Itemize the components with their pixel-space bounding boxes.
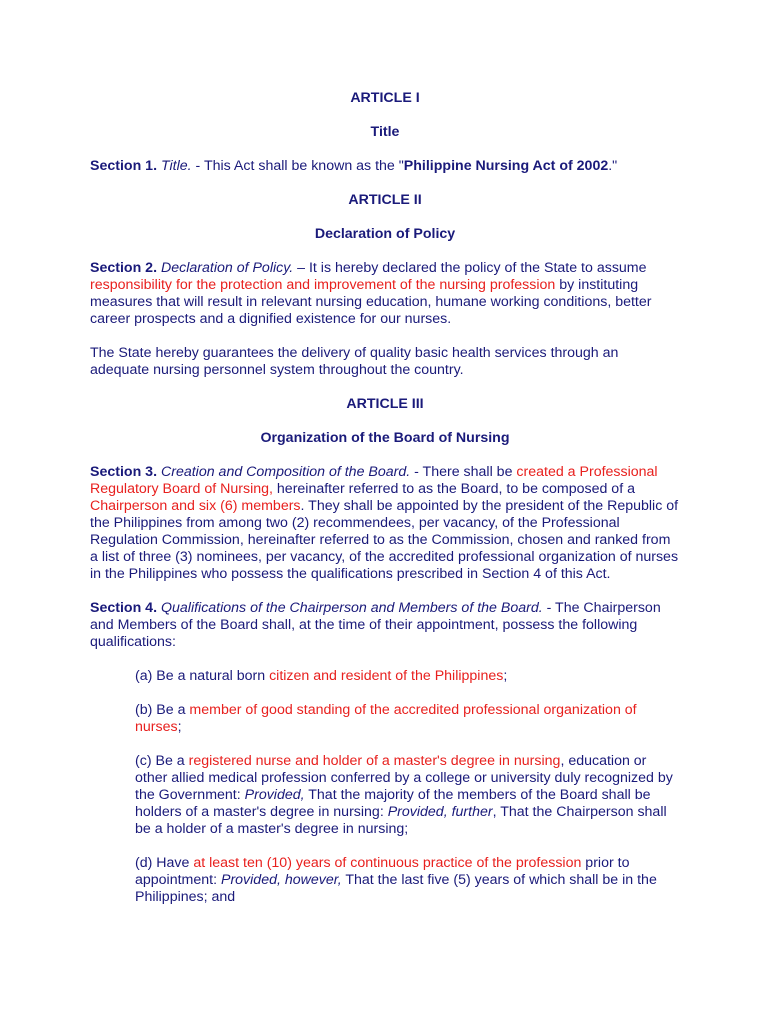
section-1-text-b: ." (608, 158, 618, 174)
section-3-text-a: - There shall be (410, 464, 517, 480)
section-4-title: Qualifications of the Chairperson and Members of the Board. (160, 600, 543, 616)
item-a-highlight: citizen and resident of the Philippines (269, 668, 504, 684)
section-2-text-a: – It is hereby declared the policy of the State to assume (293, 260, 647, 276)
section-3-highlight-b: Chairperson and six (6) members (90, 498, 301, 514)
item-b-text-a: (b) Be a (135, 702, 190, 718)
section-1-paragraph (90, 158, 680, 175)
item-b-highlight: member of good standing of the accredited professional organization of nurses (135, 702, 637, 735)
section-1-text-a: - This Act shall be known as the " (191, 158, 404, 174)
section-1-title: Title. (160, 158, 192, 174)
item-c-text-c: That the majority of the members of the Board shall be holders of a master's degree in nursing: (135, 787, 651, 820)
item-c-italic-a: Provided, (244, 787, 305, 803)
item-c-highlight: registered nurse and holder of a master's degree in nursing (188, 753, 561, 769)
state-guarantee-paragraph: The State hereby guarantees the delivery of quality basic health services through an adequate nursing personnel system throughout the country. (90, 345, 619, 378)
article-2-subheading: Declaration of Policy (314, 226, 456, 242)
section-3-highlight-a: created a Professional Regulatory Board of Nursing, (90, 464, 658, 497)
section-1-label: Section 1. (90, 158, 158, 174)
section-2-title: Declaration of Policy. (160, 260, 294, 276)
section-3-paragraph (90, 464, 680, 583)
item-c-italic-b: Provided, further (387, 804, 493, 820)
item-a-paragraph (135, 668, 680, 685)
section-3-text-b: hereinafter referred to as the Board, to be composed of a (272, 481, 635, 497)
section-3-label: Section 3. (90, 464, 158, 480)
item-b-paragraph (135, 702, 680, 736)
item-d-italic-a: Provided, however, (220, 872, 342, 888)
article-3-heading: ARTICLE III (346, 396, 424, 412)
item-c-paragraph (135, 753, 680, 838)
section-2-paragraph (90, 260, 680, 328)
item-d-text-a: (d) Have (135, 855, 194, 871)
article-3-subheading: Organization of the Board of Nursing (260, 430, 510, 446)
act-name: Philippine Nursing Act of 2002 (403, 158, 609, 174)
section-2-label: Section 2. (90, 260, 158, 276)
item-c-text-d: , That the Chairperson shall be a holder of a master's degree in nursing; (135, 804, 667, 837)
article-2-heading: ARTICLE II (348, 192, 422, 208)
item-b-text-b: ; (177, 719, 182, 735)
item-d-text-b: prior to appointment: (135, 855, 630, 888)
item-d-paragraph (135, 855, 680, 906)
section-4-text-a: - The Chairperson and Members of the Board shall, at the time of their appointment, possess the following qualifications: (90, 600, 661, 650)
section-4-label: Section 4. (90, 600, 158, 616)
section-2-highlight: responsibility for the protection and improvement of the nursing profession (90, 277, 556, 293)
item-c-text-a: (c) Be a (135, 753, 189, 769)
document-page (90, 90, 680, 906)
section-4-paragraph (90, 600, 680, 651)
item-d-text-c: That the last five (5) years of which shall be in the Philippines; and (135, 872, 657, 905)
item-a-text-b: ; (503, 668, 508, 684)
item-d-highlight: at least ten (10) years of continuous practice of the profession (193, 855, 582, 871)
section-2-text-b: by instituting measures that will result in relevant nursing education, humane working conditions, better career prospects and a dignified existence for our nurses. (90, 277, 652, 327)
item-c-text-b: , education or other allied medical profession conferred by a college or university duly recognized by the Government: (135, 753, 673, 803)
article-1-heading: ARTICLE I (350, 90, 420, 106)
item-a-text-a: (a) Be a natural born (135, 668, 270, 684)
article-1-subheading: Title (370, 124, 400, 140)
section-3-text-c: . They shall be appointed by the president of the Republic of the Philippines from among two (2) recommendees, per vacancy, of the Professional Regulation Commission, hereinafter referred to as the Commission, chosen and ranked from a list of three (3) nominees, per vacancy, of the accredited professional organization of nurses in the Philippines who possess the qualifications prescribed in Section 4 of this Act. (90, 498, 679, 582)
section-3-title: Creation and Composition of the Board. (160, 464, 411, 480)
